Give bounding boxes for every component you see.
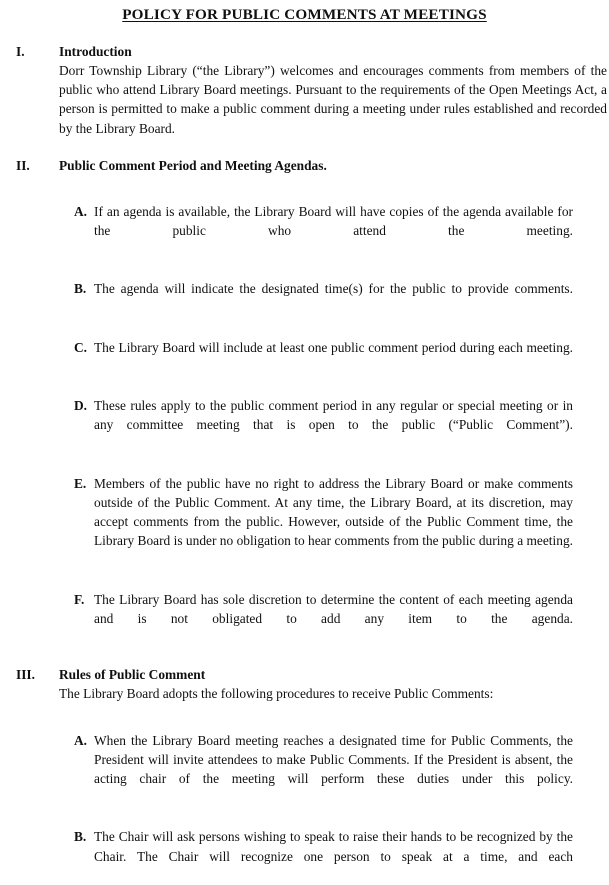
item-text: The Chair will ask persons wishing to speak to raise their hands to be recognized by the Chair. The Chair will recognize one person to speak at a time, and each xyxy=(94,829,573,864)
page-title: POLICY FOR PUBLIC COMMENTS AT MEETINGS xyxy=(122,6,487,23)
item-text: These rules apply to the public comment period in any regular or special meeting or in any committee meeting that is open to the public (“Public Comment”). xyxy=(94,398,573,433)
item-text: Members of the public have no right to address the Library Board or make comments outside of the Public Comment. At any time, the Library Board, at its discretion, may accept comments from the public. However, outside of the Public Comment time, the Library Board is under no obligation to hear comments from the public during a meeting. xyxy=(94,475,573,549)
item-letter: F. xyxy=(74,591,85,607)
spacer xyxy=(0,704,609,711)
section-paragraph: The Library Board adopts the following procedures to receive Public Comments: xyxy=(59,686,494,702)
section-heading: Introduction xyxy=(59,44,132,59)
lettered-list-section-three xyxy=(0,731,609,885)
list-item xyxy=(74,474,573,570)
item-letter: A. xyxy=(74,732,88,748)
section-public-comment-period xyxy=(0,156,609,175)
list-item xyxy=(74,279,573,317)
section-rules-of-public-comment xyxy=(0,665,609,703)
section-heading: Public Comment Period and Meeting Agendas. xyxy=(59,157,327,173)
item-letter: B. xyxy=(74,829,87,845)
list-item xyxy=(74,731,573,808)
list-item xyxy=(74,202,573,260)
item-text: The agenda will indicate the designated time(s) for the public to provide comments. xyxy=(94,281,573,297)
list-item xyxy=(74,827,573,885)
list-item xyxy=(74,396,573,454)
section-heading: Rules of Public Comment xyxy=(59,667,206,683)
section-numeral: III. xyxy=(16,667,35,683)
item-text: The Library Board has sole discretion to determine the content of each meeting agenda and is not obligated to add any item to the agenda. xyxy=(94,591,573,627)
section-paragraph: Dorr Township Library (“the Library”) welcomes and encourages comments from members of the public who attend Library Board meetings. Pursuant to the requirements of the Open Meetings Act, a person is permitted to make a public comment during a meeting under rules established and recorded by the Library Board. xyxy=(59,63,607,136)
section-numeral: I. xyxy=(16,44,25,59)
item-text: If an agenda is available, the Library Board will have copies of the agenda available for the public who attend the meeting. xyxy=(94,203,573,239)
item-text: The Library Board will include at least one public comment period during each meeting. xyxy=(94,339,573,355)
list-item xyxy=(74,590,573,648)
item-letter: D. xyxy=(74,398,88,414)
item-letter: E. xyxy=(74,475,87,491)
section-numeral: II. xyxy=(16,157,30,173)
item-letter: C. xyxy=(74,339,88,355)
item-letter: A. xyxy=(74,203,88,219)
section-introduction xyxy=(0,42,609,138)
spacer xyxy=(0,175,609,182)
item-letter: B. xyxy=(74,281,87,297)
list-item xyxy=(74,338,573,376)
lettered-list-section-two xyxy=(0,202,609,648)
item-text: When the Library Board meeting reaches a designated time for Public Comments, the President will invite attendees to make Public Comments. If the President is absent, the acting chair of the meeting will perform these duties under this policy. xyxy=(94,732,573,787)
